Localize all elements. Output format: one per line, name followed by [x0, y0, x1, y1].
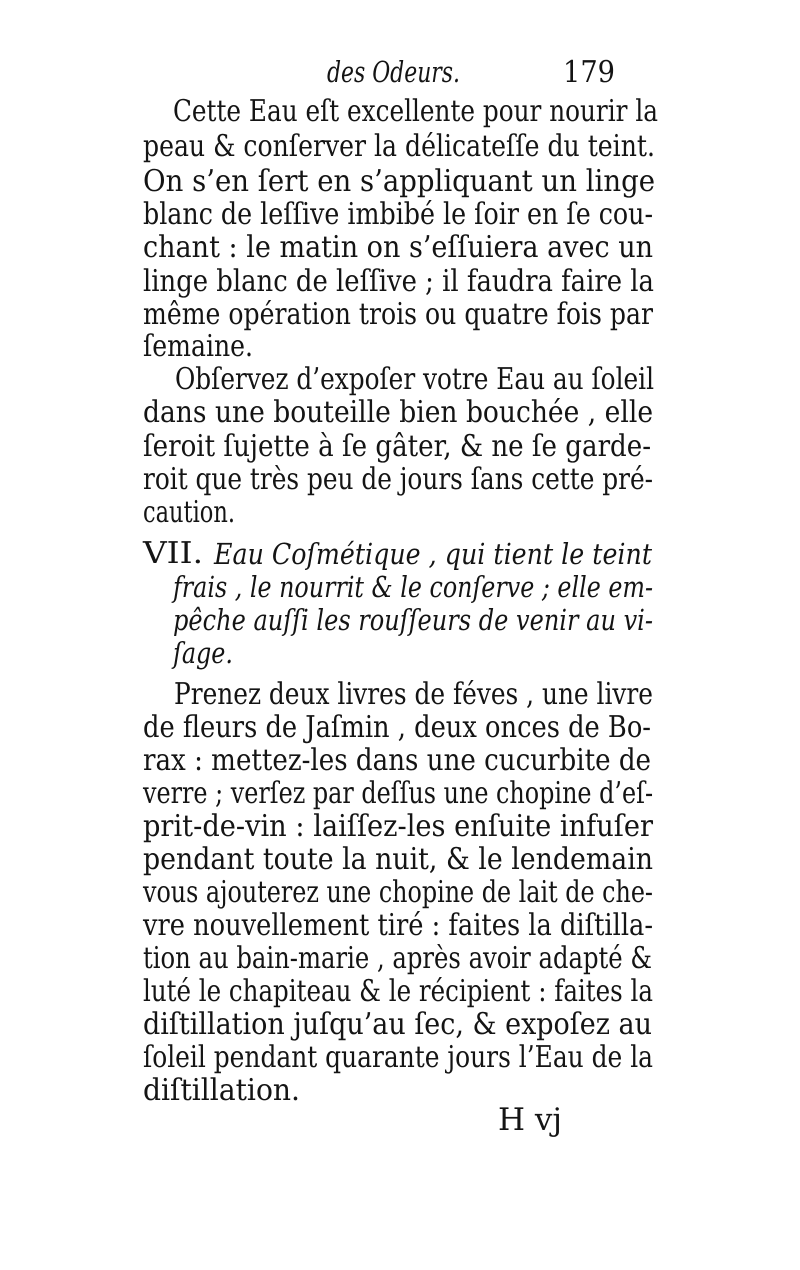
text-line: diſtillation juſqu’au ſec, & expoſez au — [143, 1007, 652, 1042]
signature-mark: H vj — [498, 1102, 563, 1138]
text-line: caution. — [143, 495, 235, 530]
text-line: Cette Eau eſt excellente pour nourir la — [173, 94, 658, 129]
text-line: Obſervez d’expoſer votre Eau au ſoleil — [175, 362, 654, 397]
text-line: tion au bain-marie , après avoir adapté & — [143, 941, 653, 976]
text-line: ſoleil pendant quarante jours l’Eau de la — [143, 1040, 653, 1075]
text-line: blanc de leſſive imbibé le ſoir en ſe cou- — [143, 197, 654, 232]
text-line: rax : mettez-les dans une cucurbite de — [143, 743, 652, 778]
page-number: 179 — [563, 55, 615, 90]
running-title: des Odeurs. — [327, 55, 460, 89]
text-line: diſtillation. — [143, 1073, 301, 1108]
recipe-title-line: ſage. — [173, 636, 234, 670]
text-line: linge blanc de leſſive ; il faudra faire la — [143, 264, 654, 299]
text-line: vous ajouterez une chopine de lait de che- — [143, 875, 653, 910]
recipe-title-line: Eau Coſmétique , qui tient le teint — [214, 537, 653, 571]
text-line: ſemaine. — [143, 329, 254, 364]
text-line: luté le chapiteau & le récipient : faites la — [143, 974, 653, 1009]
text-line: verre ; verſez par deſſus une chopine d’eſ- — [143, 776, 654, 811]
recipe-title-line: pêche auſſi les rouſſeurs de venir au vi- — [173, 603, 653, 637]
text-line: Prenez deux livres de féves , une livre — [174, 677, 653, 712]
text-line: roit que très peu de jours ſans cette pré- — [143, 462, 654, 497]
recipe-title-line: frais , le nourrit & le conſerve ; elle em- — [173, 570, 654, 604]
recipe-number: VII. — [143, 536, 204, 571]
text-line: ſeroit ſujette à ſe gâter, & ne ſe garde- — [143, 429, 652, 464]
text-line: chant : le matin on s’eſſuiera avec un — [143, 230, 654, 265]
text-line: pendant toute la nuit, & le lendemain — [143, 842, 654, 877]
text-line: même opération trois ou quatre fois par — [143, 297, 654, 332]
text-line: prit-de-vin : laiſſez-les enſuite infuſer — [143, 809, 653, 844]
text-line: peau & conſerver la délicateſſe du teint. — [143, 129, 655, 164]
text-line: On s’en ſert en s’appliquant un linge — [143, 164, 656, 199]
text-line: de fleurs de Jaſmin , deux onces de Bo- — [143, 710, 651, 745]
text-line: vre nouvellement tiré : faites la diſtilla- — [143, 908, 654, 943]
text-line: dans une bouteille bien bouchée , elle — [143, 395, 654, 430]
